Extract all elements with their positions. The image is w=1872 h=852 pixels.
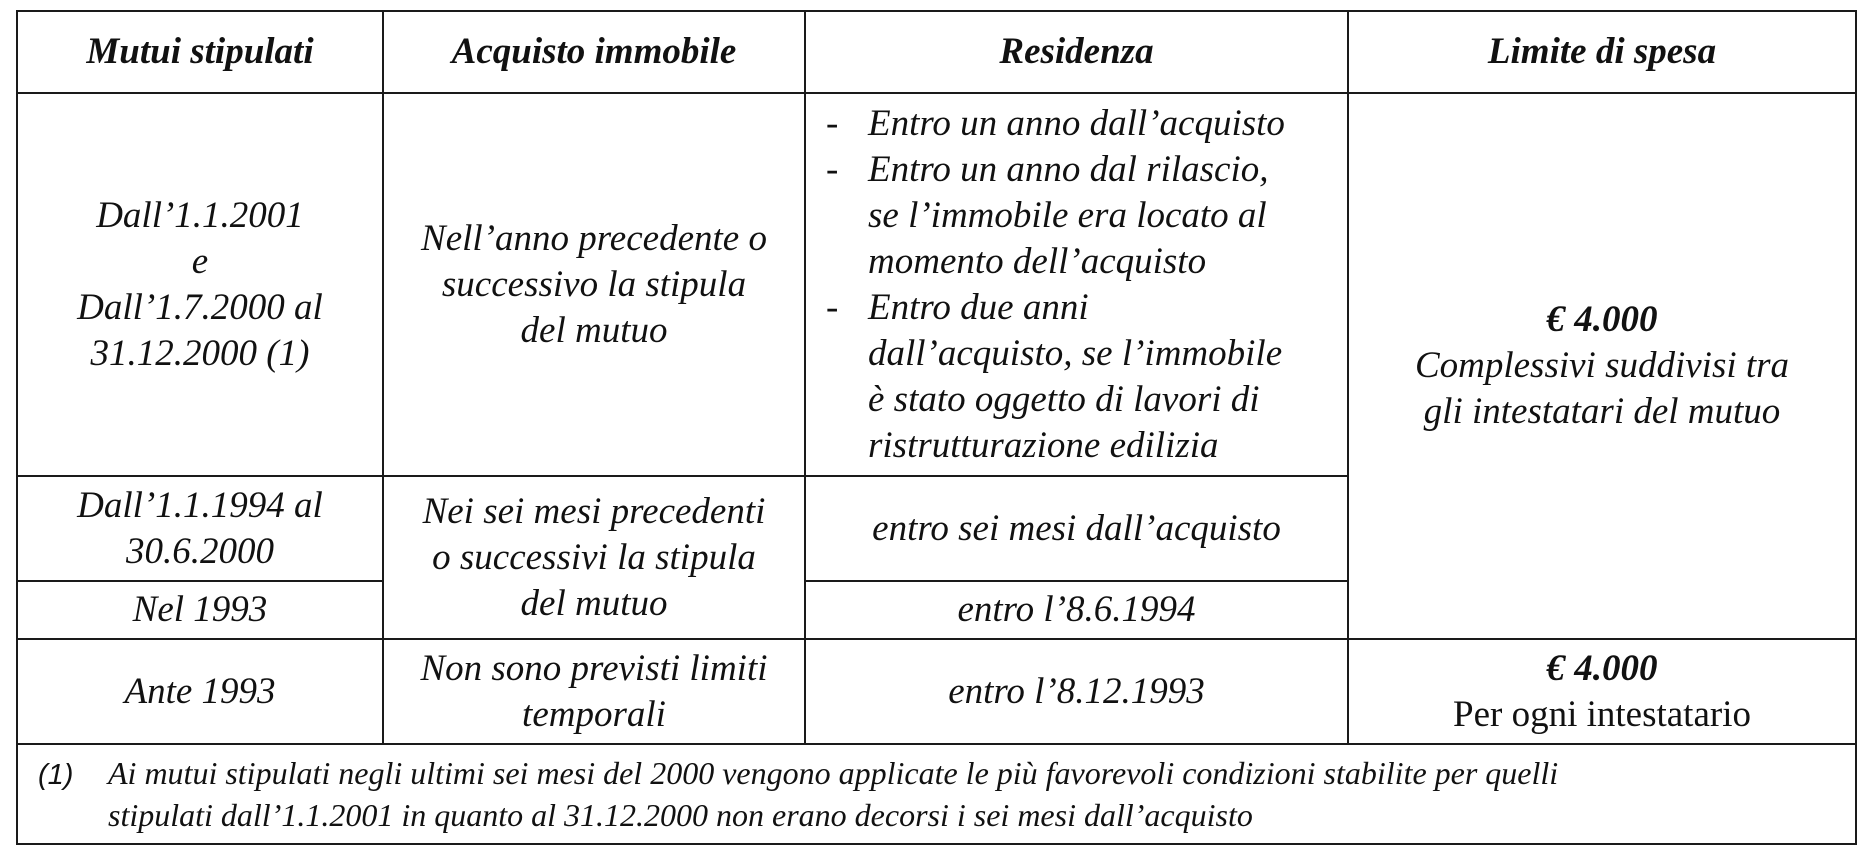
- cell-acquisto: [383, 639, 805, 744]
- text-line: Complessivi suddivisi tra: [1414, 345, 1790, 386]
- footnote: [17, 744, 1856, 844]
- list-item: [826, 285, 1341, 469]
- cell-mutui: [17, 476, 383, 581]
- text-line: - Entro due anni: [868, 286, 1089, 328]
- text-line: 31.12.2000 (1): [90, 332, 310, 374]
- residenza-list: [814, 101, 1341, 469]
- cell-limite: [1348, 639, 1856, 744]
- cell-mutui: [17, 93, 383, 476]
- cell-acquisto: [383, 93, 805, 476]
- footnote-line: Ai mutui stipulati negli ultimi sei mesi del 2000 vengono applicate le più favorevoli condizioni stabilite per quelli: [108, 755, 1559, 791]
- footnote-line: stipulati dall’1.1.2001 in quanto al 31.12.2000 non erano decorsi i sei mesi dall’acquisto: [108, 797, 1253, 833]
- header-mutui-stipulati: Mutui stipulati: [17, 11, 383, 93]
- mutui-table: [16, 10, 1857, 845]
- footnote-number: (1): [38, 759, 74, 791]
- limite-amount: € 4.000: [1546, 299, 1658, 340]
- table-row: [17, 639, 1856, 744]
- limite-amount: € 4.000: [1546, 647, 1658, 689]
- text-line: - Entro un anno dall’acquisto: [868, 102, 1285, 144]
- text-line: del mutuo: [520, 309, 668, 351]
- header-residenza: Residenza: [805, 11, 1348, 93]
- header-limite-di-spesa: Limite di spesa: [1348, 11, 1856, 93]
- text-line: Dall’1.7.2000 al: [77, 286, 323, 328]
- list-item: [826, 147, 1341, 285]
- text-line: Nei sei mesi precedenti: [422, 490, 766, 532]
- cell-residenza: entro sei mesi dall’acquisto: [805, 476, 1348, 581]
- cell-residenza: [805, 93, 1348, 476]
- text-line: del mutuo: [520, 582, 668, 624]
- text-line: gli intestatari del mutuo: [1423, 391, 1781, 432]
- limite-desc: Per ogni intestatario: [1453, 693, 1751, 735]
- cell-mutui: Ante 1993: [17, 639, 383, 744]
- header-acquisto-immobile: Acquisto immobile: [383, 11, 805, 93]
- cell-limite: [1348, 93, 1856, 639]
- header-row: [17, 11, 1856, 93]
- text-line: e: [191, 240, 209, 282]
- text-line: ristrutturazione edilizia: [868, 424, 1219, 466]
- cell-mutui: Nel 1993: [17, 581, 383, 639]
- text-line: se l’immobile era locato al: [868, 194, 1267, 236]
- text-line: 30.6.2000: [126, 530, 274, 572]
- text-line: dall’acquisto, se l’immobile: [868, 332, 1283, 374]
- footnote-row: [17, 744, 1856, 844]
- text-line: Nell’anno precedente o: [421, 217, 767, 259]
- list-item: [826, 101, 1341, 147]
- text-line: momento dell’acquisto: [868, 240, 1207, 282]
- text-line: Dall’1.1.2001: [96, 194, 304, 236]
- text-line: o successivi la stipula: [432, 536, 756, 578]
- text-line: successivo la stipula: [441, 263, 747, 305]
- cell-acquisto: [383, 476, 805, 639]
- cell-residenza: entro l’8.6.1994: [805, 581, 1348, 639]
- text-line: temporali: [522, 693, 666, 735]
- table-row: [17, 93, 1856, 476]
- text-line: Non sono previsti limiti: [420, 647, 768, 689]
- cell-residenza: entro l’8.12.1993: [805, 639, 1348, 744]
- text-line: Dall’1.1.1994 al: [77, 484, 323, 526]
- text-line: è stato oggetto di lavori di: [868, 378, 1260, 420]
- text-line: - Entro un anno dal rilascio,: [868, 148, 1269, 190]
